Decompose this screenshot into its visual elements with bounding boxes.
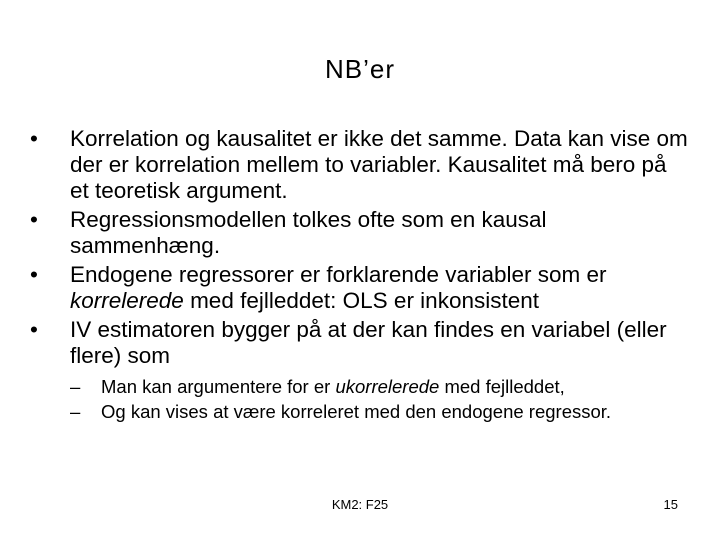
sub-bullet-text-after: med fejlleddet,	[439, 376, 565, 397]
footer-course-label: KM2: F25	[331, 497, 389, 512]
bullet-marker: •	[30, 317, 38, 342]
dash-marker: –	[70, 376, 81, 397]
bullet-text: Regressionsmodellen tolkes ofte som en kausal sammenhæng.	[70, 207, 547, 258]
bullet-text-emphasis: korrelerede	[70, 288, 184, 313]
bullet-item	[28, 207, 688, 259]
bullet-text-after: med fejlleddet: OLS er inkonsistent	[183, 288, 540, 313]
bullet-list	[28, 126, 688, 372]
bullet-marker: •	[30, 126, 38, 151]
sub-bullet-text-before: Man kan argumentere for er	[101, 376, 336, 397]
bullet-text: IV estimatoren bygger på at der kan findes en variabel (eller flere) som	[70, 317, 667, 368]
dash-marker: –	[70, 401, 81, 422]
sub-bullet-text: Og kan vises at være korreleret med den endogene regressor.	[101, 401, 612, 422]
bullet-item	[28, 126, 688, 204]
sub-bullet-item	[70, 375, 690, 399]
sub-bullet-list	[70, 375, 690, 425]
sub-bullet-text-emphasis: ukorrelerede	[335, 376, 440, 397]
bullet-marker: •	[30, 207, 38, 232]
bullet-marker: •	[30, 262, 38, 287]
bullet-item	[28, 317, 688, 369]
bullet-text-before: Endogene regressorer er forklarende variabler som er	[70, 262, 607, 287]
sub-bullet-item	[70, 400, 690, 424]
slide-title: NB’er	[324, 54, 395, 84]
bullet-item	[28, 262, 688, 314]
bullet-text: Korrelation og kausalitet er ikke det samme. Data kan vise om der er korrelation mellem to variabler. Kausalitet må bero på et teoretisk argument.	[70, 126, 688, 203]
page-number: 15	[663, 497, 678, 512]
